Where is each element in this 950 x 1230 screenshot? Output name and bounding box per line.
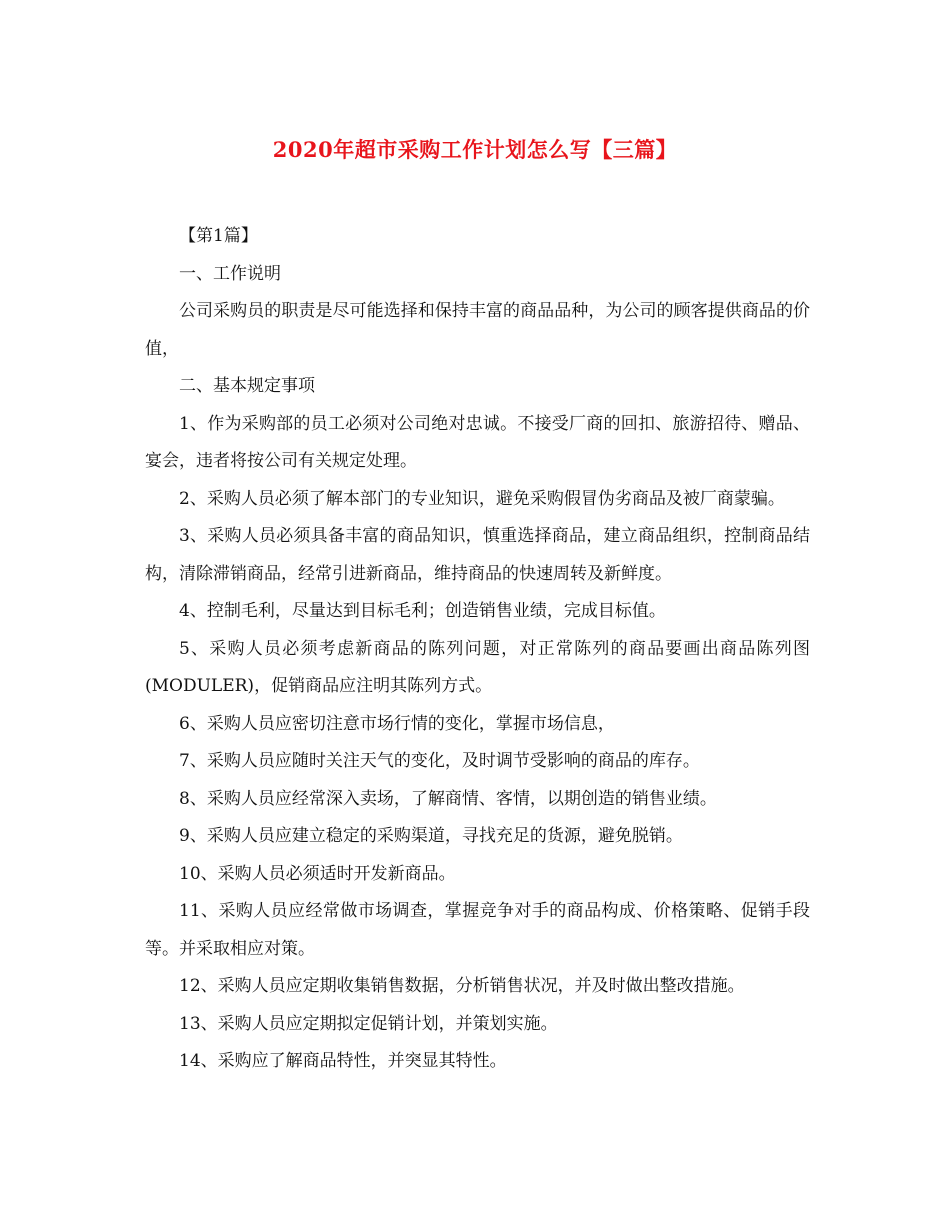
paragraph-heading-work-description: 一、工作说明 xyxy=(179,263,281,284)
paragraph-rule-12: 12、采购人员应定期收集销售数据，分析销售状况，并及时做出整改措施。 xyxy=(179,976,745,996)
paragraph-rule-4: 4、控制毛利，尽量达到目标毛利；创造销售业绩，完成目标值。 xyxy=(179,601,666,621)
paragraph-rule-6: 6、采购人员应密切注意市场行情的变化，掌握市场信息， xyxy=(179,713,615,734)
paragraph-rule-10: 10、采购人员必须适时开发新商品。 xyxy=(179,863,456,884)
paragraph-rule-5: 5、采购人员必须考虑新商品的陈列问题，对正常陈列的商品要画出商品陈列图(MODULER)，促销商品应注明其陈列方式。 xyxy=(145,638,810,696)
paragraph-rule-13: 13、采购人员应定期拟定促销计划，并策划实施。 xyxy=(179,1013,558,1034)
paragraph-work-description: 公司采购员的职责是尽可能选择和保持丰富的商品品种，为公司的顾客提供商品的价值， xyxy=(145,301,810,359)
paragraph-heading-basic-rules: 二、基本规定事项 xyxy=(179,376,315,396)
paragraph-rule-2: 2、采购人员必须了解本部门的专业知识，避免采购假冒伪劣商品及被厂商蒙骗。 xyxy=(179,488,785,509)
paragraph-rule-11: 11、采购人员应经常做市场调查，掌握竞争对手的商品构成、价格策略、促销手段等。并采取相应对策。 xyxy=(145,901,810,959)
paragraph-rule-9: 9、采购人员应建立稳定的采购渠道，寻找充足的货源，避免脱销。 xyxy=(179,826,683,846)
document-title: 2020年超市采购工作计划怎么写【三篇】 xyxy=(272,137,678,162)
paragraph-rule-14: 14、采购应了解商品特性，并突显其特性。 xyxy=(179,1051,507,1071)
paragraph-rule-1: 1、作为采购部的员工必须对公司绝对忠诚。不接受厂商的回扣、旅游招待、赠品、宴会，违者将按公司有关规定处理。 xyxy=(145,413,810,471)
paragraph-rule-7: 7、采购人员应随时关注天气的变化，及时调节受影响的商品的库存。 xyxy=(179,751,700,771)
paragraph-rule-3: 3、采购人员必须具备丰富的商品知识，慎重选择商品，建立商品组织，控制商品结构，清除滞销商品，经常引进新商品，维持商品的快速周转及新鲜度。 xyxy=(145,526,810,584)
paragraph-rule-8: 8、采购人员应经常深入卖场，了解商情、客情，以期创造的销售业绩。 xyxy=(179,788,717,809)
document-body xyxy=(145,218,810,1081)
paragraph-section-heading: 【第1篇】 xyxy=(179,226,258,246)
